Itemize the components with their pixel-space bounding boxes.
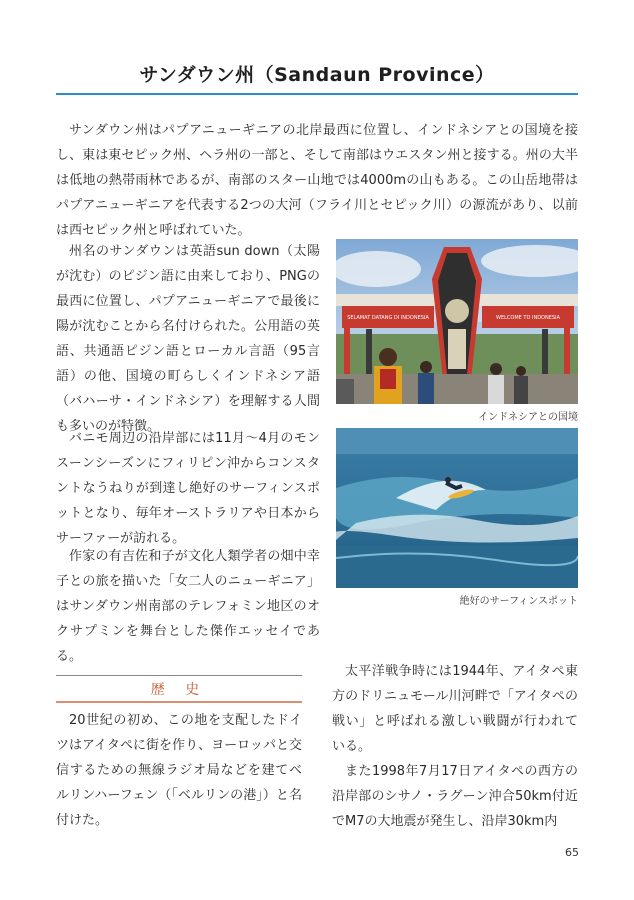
history-rule-bottom bbox=[56, 701, 302, 703]
history-german-paragraph: 20世紀の初め、この地を支配したドイツはアイタペに街を作り、ヨーロッパと交信するための無線ラジオ局などを建てベルリンハーフェン（「ベルリンの港」）と名付けた。 bbox=[56, 713, 302, 828]
history-earthquake-paragraph: また1998年7月17日アイタペの西方の沿岸部のシサノ・ラグーン沖合50km付近でM7の大地震が発生し、沿岸30km内 bbox=[332, 764, 578, 829]
history-rule-top bbox=[56, 675, 302, 676]
history-heading: 歴 史 bbox=[150, 682, 208, 698]
essay-paragraph: 作家の有吉佐和子が文化人類学者の畑中幸子との旅を描いた「女二人のニューギニア」はサンダウン州南部のテレフォミン地区のオクサプミンを舞台とした傑作エッセイである。 bbox=[56, 549, 320, 664]
name-origin-paragraph: 州名のサンダウンは英語sun down（太陽が沈む）のピジン語に由来しており、PNGの最西に位置し、パプアニューギニアで最後に陽が沈むことから名付けられた。公用語の英語、共通語ピジン語とローカル言語（95言語）の他、国境の町らしくインドネシア語（バハーサ・インドネシア）を理解する人間も多いのが特徴。 bbox=[56, 244, 320, 434]
surfing-paragraph: バニモ周辺の沿岸部には11月〜4月のモンスーンシーズンにフィリピン沖からコンスタントなうねりが到達し絶好のサーフィンスポットとなり、毎年オーストラリアや日本からサーファーが訪れる。 bbox=[56, 431, 320, 546]
border-gate-caption: インドネシアとの国境 bbox=[478, 412, 578, 423]
page-number: 65 bbox=[565, 846, 579, 859]
surfing-caption: 絶好のサーフィンスポット bbox=[459, 596, 578, 607]
history-war-paragraph: 太平洋戦争時には1944年、アイタペ東方のドリニュモール川河畔で「アイタペの戦い」と呼ばれる激しい戦闘が行われている。 bbox=[332, 664, 578, 754]
intro-paragraph: サンダウン州はパプアニューギニアの北岸最西に位置し、インドネシアとの国境を接し、東は東セピック州、ヘラ州の一部と、そして南部はウエスタン州と接する。州の大半は低地の熱帯雨林であるが、南部のスター山地では4000mの山もある。この山岳地帯はパプアニューギニアを代表する2つの大河（フライ川とセピック川）の源流があり、以前は西セピック州と呼ばれていた。 bbox=[56, 123, 578, 238]
gate-sign-right: WELCOME TO INDONESIA bbox=[496, 315, 560, 321]
border-gate-photo bbox=[336, 239, 578, 404]
gate-sign-left: SELAMAT DATANG DI INDONESIA bbox=[347, 315, 429, 321]
title-underline bbox=[56, 93, 578, 95]
surfing-photo bbox=[336, 428, 578, 588]
page-title: サンダウン州（Sandaun Province） bbox=[139, 64, 495, 86]
